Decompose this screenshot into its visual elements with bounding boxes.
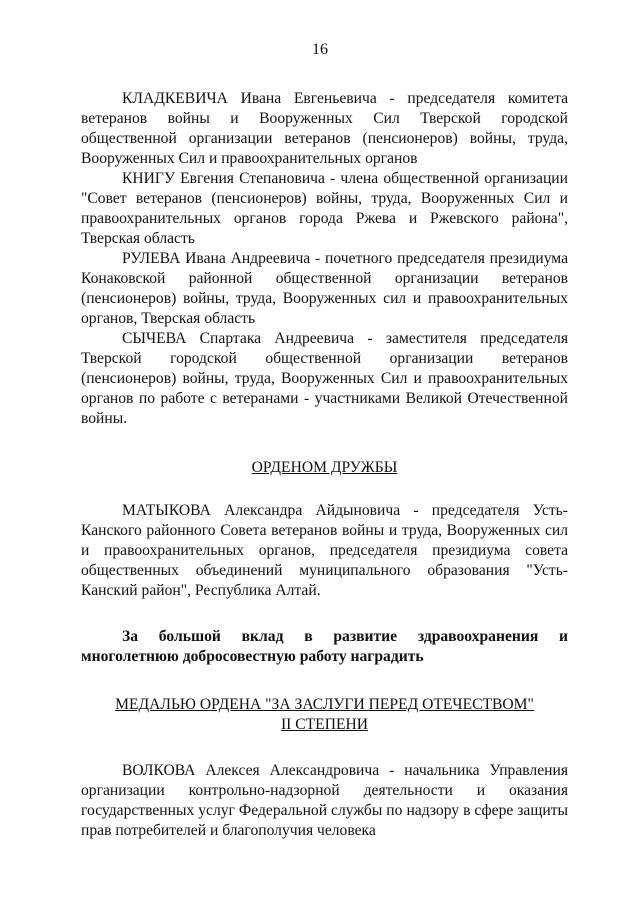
award-entry-volkova: ВОЛКОВА Алексея Александровича - начальника Управления организации контрольно-надзорной деятельности и оказания государственных услуг Федеральной службы по надзору в сфере защиты прав потребителей и благополучия человека	[81, 762, 568, 839]
award-entry-matykova: МАТЫКОВА Александра Айдыновича - председателя Усть-Канского районного Совета ветеранов войны и труда, Вооруженных сил и правоохранительных органов, председателя президиума совета общественных объединений муниципального образования "Усть-Канский район", Республика Алтай.	[81, 502, 568, 599]
award-statement: За большой вклад в развитие здравоохранения и многолетнюю добросовестную работу наградить	[81, 628, 568, 665]
award-entry-knigu: КНИГУ Евгения Степановича - члена общественной организации "Совет ветеранов (пенсионеров) войны, труда, Вооруженных Сил и правоохранительных органов города Ржева и Ржевского района", Тверская область	[81, 170, 568, 247]
award-entry-ruleva: РУЛЕВА Ивана Андреевича - почетного председателя президиума Конаковской районной общественной организации ветеранов (пенсионеров) войны, труда, Вооруженных сил и правоохранительных органов, Тверская область	[81, 250, 568, 327]
page-number: 16	[312, 41, 328, 58]
document-body	[81, 89, 568, 841]
section-heading-medal-line1: МЕДАЛЬЮ ОРДЕНА "ЗА ЗАСЛУГИ ПЕРЕД ОТЕЧЕСТВОМ"	[115, 696, 534, 713]
award-entry-sycheva: СЫЧЕВА Спартака Андреевича - заместителя председателя Тверской городской общественной организации ветеранов (пенсионеров) войны, труда, Вооруженных Сил и правоохранительных органов по работе с ветеранами - участниками Великой Отечественной войны.	[81, 330, 568, 427]
section-heading-order-of-friendship: ОРДЕНОМ ДРУЖБЫ	[251, 459, 398, 476]
award-entry-kladkevich: КЛАДКЕВИЧА Ивана Евгеньевича - председателя комитета ветеранов войны и Вооруженных Сил Тверской городской общественной организации ветеранов (пенсионеров) войны, труда, Вооруженных Сил и правоохранительных органов	[81, 90, 568, 167]
section-heading-medal-line2: II СТЕПЕНИ	[280, 716, 369, 733]
